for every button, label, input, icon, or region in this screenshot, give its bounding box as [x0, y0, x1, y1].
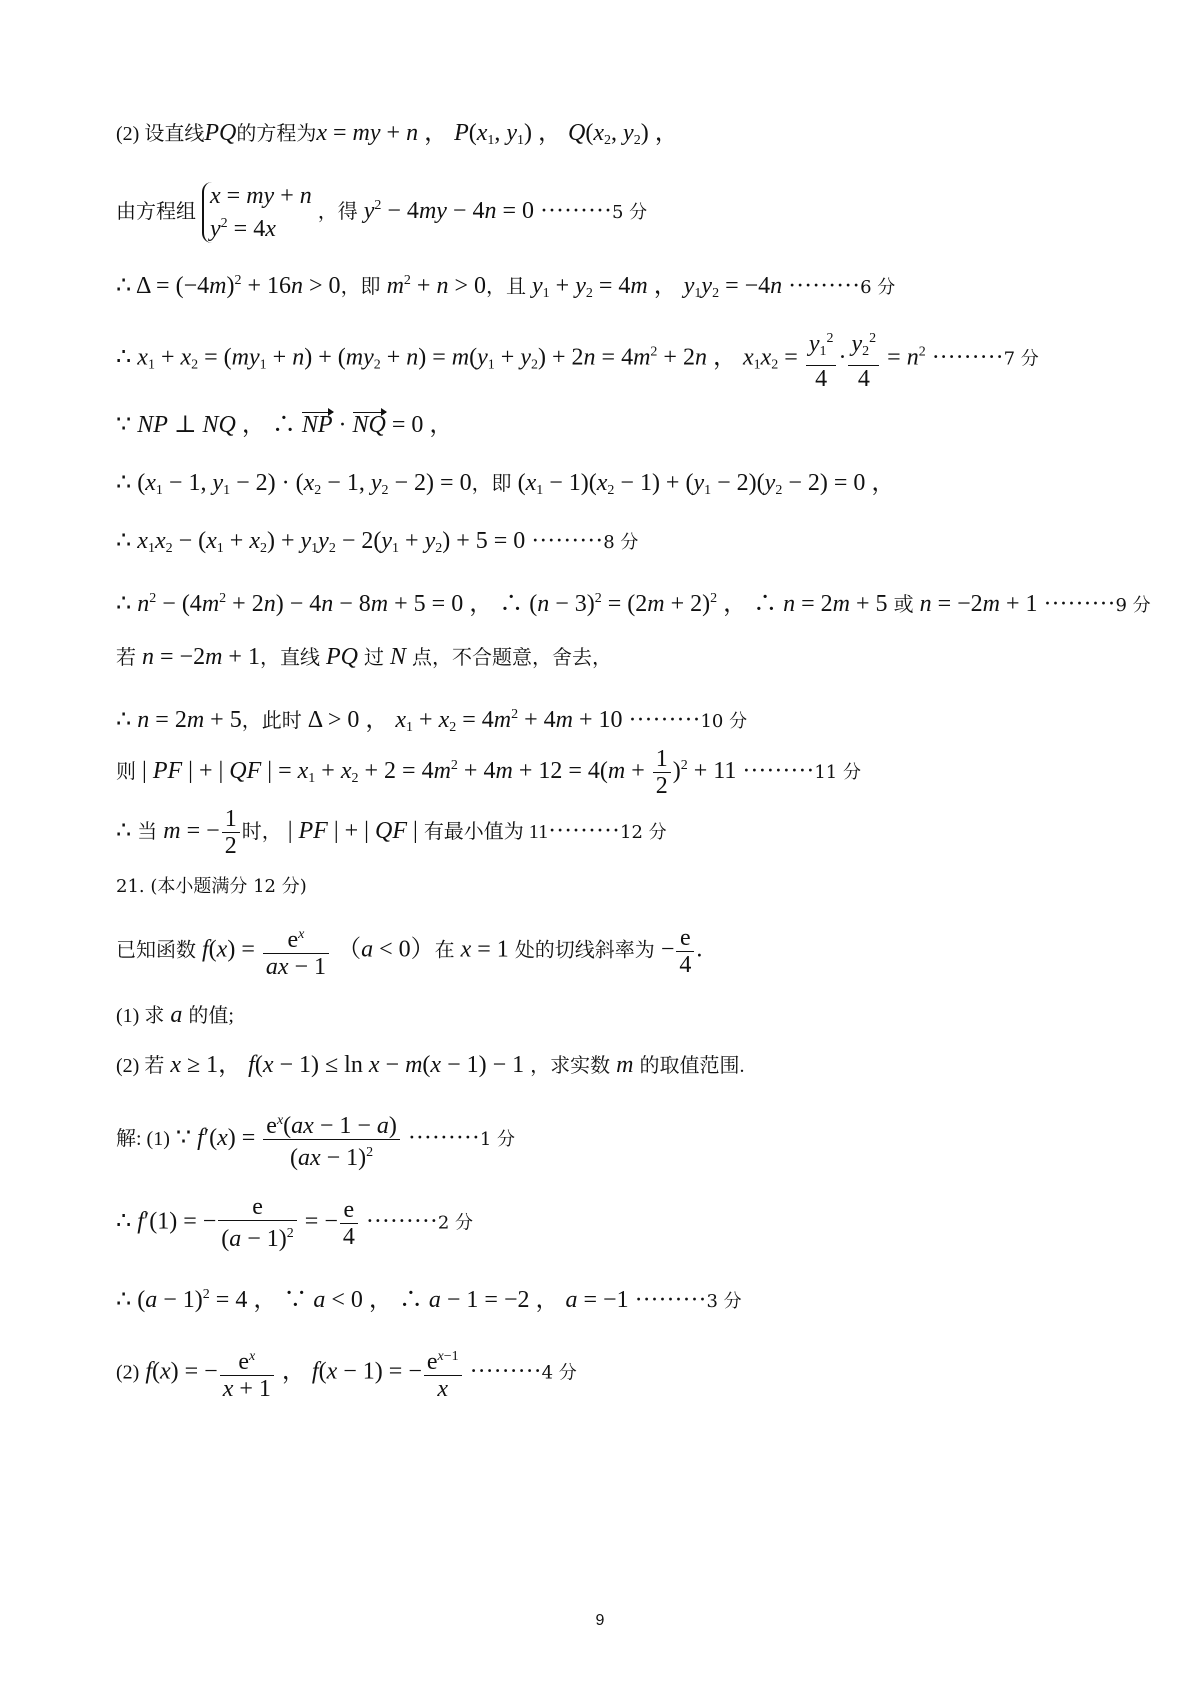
line-21: (2) f(x) = − $\frac{e^x}{x + 1}$ ， f(x − 1) = − $\frac{e^{x-1}}{x}$ ·········4 分: [116, 1344, 577, 1402]
question-heading: 21. (本小题满分 12 分): [116, 876, 307, 897]
line-18: 解: (1) ∵ f′(x) = $\frac{e^x(ax - 1 - a)}{(ax - 1)^2}$ ·········1 分: [116, 1108, 515, 1171]
line-11: 则 | PF | + | QF | = $x_1 + x_2 + 2 = 4m^2 + 4m + 12 = 4(m$ + $\frac{1}{2}$ )$^2$ + 11 ·········11 分: [116, 746, 861, 799]
line-5: ∵ NP ⊥ NQ ， ∴ NP · NQ = 0 ，: [116, 412, 454, 438]
line-7: ∴ $x_1x_2 - (x_1 + x_2) + y_1y_2 - 2(y_1 + y_2) + 5 = 0 \cdot\cdot\cdot\cdot\cdot\cdot\cdot\cdot\cdot 8$ 分: [116, 528, 639, 556]
line-9: 若 n = −2m + 1，直线 PQ 过 N 点，不合题意，舍去，: [116, 644, 612, 670]
line-12: ∴ 当 m = − $\frac{1}{2}$ 时， | PF | + | QF | 有最小值为 11·········12 分: [116, 806, 667, 859]
line-20: ∴ $(a - 1)^2 = 4$ ， ∵ a < 0 ， ∴ a − 1 = −2 ， a = −1 ·········3 分: [116, 1287, 742, 1313]
line-8: ∴ $n^2 - (4m^2 + 2n) - 4n - 8m + 5 = 0$ ， ∴ $(n - 3)^2 = (2m + 2)^2$ ， ∴ n = 2m + 5 或 n = −2m + 1 ·········9 分: [116, 591, 1151, 617]
line-15: 已知函数 f(x) = $\frac{e^x}{ax - 1}$ （a < 0）在 x = 1 处的切线斜率为 − $\frac{e}{4}$ .: [116, 922, 702, 980]
line-16: (1) 求 a 的值;: [116, 1002, 234, 1028]
page-number: 9: [595, 1612, 605, 1629]
line-17: (2) 若 x ≥ 1， f(x − 1) ≤ ln x − m(x − 1) − 1 ，求实数 m 的取值范围.: [116, 1052, 745, 1078]
line-3: ∴ $\Delta = (-4m)^2 + 16n > 0$，即 $m^2 + n > 0$，且 $y_1 + y_2 = 4m$ ， $y_1y_2 = -4n \cdot\cdot\cdot\cdot\cdot\cdot\cdot\cdot\cdot 6$ 分: [116, 273, 896, 301]
line-1: (2) 设直线PQ的方程为x = my + n ， $P(x_1$, $y_1$) ， $Q(x_2$, $y_2$) ，: [116, 120, 679, 148]
line-4: ∴ $x_1 + x_2 = (my_1 + n) + (my_2 + n) = m(y_1 + y_2) + 2n = 4m^2 + 2n$ ， $x_1x_2$ = $\frac{y_1^2}{4}$ · $\frac{y_2^2}{4}$ = $n^2 \cdot\cdot\cdot\cdot\cdot\cdot\cdot\cdot\cdot 7$ 分: [116, 326, 1039, 392]
line-19: ∴ f′(1) = − $\frac{e}{(a - 1)^2}$ = − $\frac{e}{4}$ ·········2 分: [116, 1194, 473, 1252]
line-6: ∴ ($x_1 - 1$, $y_1 - 2) \cdot (x_2 - 1$, $y_2 - 2) = 0$，即 $(x_1 - 1)(x_2 - 1) + (y_1 - 2)(y_2 - 2) = 0$ ，: [116, 470, 896, 498]
line-10: ∴ n = 2m + 5，此时 Δ > 0 ， $x_1 + x_2 = 4m^2 + 4m + 10 \cdot\cdot\cdot\cdot\cdot\cdot\cdot\cdot\cdot 10$ 分: [116, 707, 748, 735]
line-2: 由方程组 x = my + n $y^2 = 4x$ ，得 $y^2 - 4my - 4n = 0 \cdot\cdot\cdot\cdot\cdot\cdot\cdot\cdot\cdot 5$ 分: [116, 183, 648, 242]
